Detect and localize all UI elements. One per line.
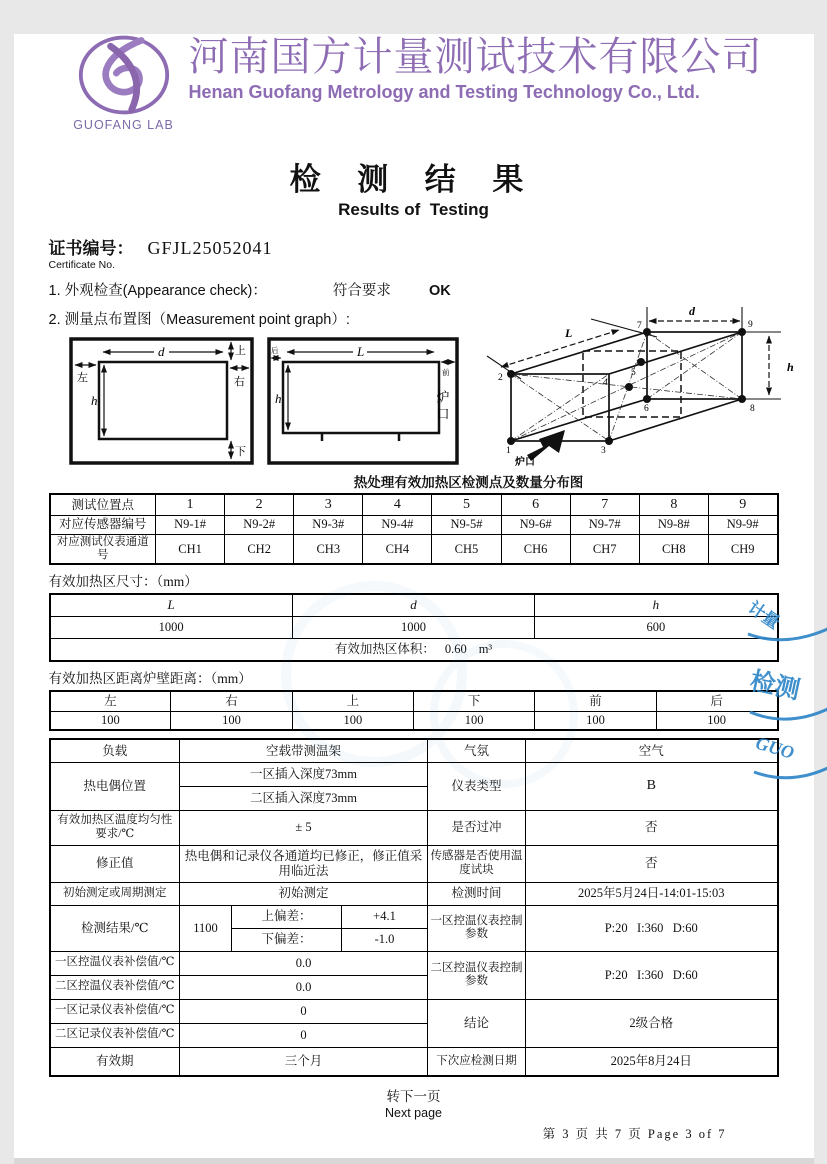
- test-conditions-results-table: [49, 738, 779, 1077]
- table-row: [50, 711, 778, 730]
- validity-value-cell: 三个月: [180, 1047, 428, 1076]
- initial-or-periodic-label-cell: 初始测定或周期测定: [50, 882, 180, 905]
- sensor-cell: N9-5#: [432, 515, 501, 534]
- point-label: 9: [748, 320, 753, 330]
- size-header-h: h: [535, 594, 778, 616]
- diagram-caption: 热处理有效加热区检测点及数量分布图: [49, 471, 779, 491]
- stamp-fragment-1: 计量: [744, 597, 783, 633]
- volume-cell: [50, 638, 778, 661]
- pos-cell: 8: [639, 494, 708, 515]
- volume-value: 0.60: [445, 642, 467, 656]
- appearance-check-result-en: OK: [429, 283, 451, 299]
- certificate-number-value: GFJL25052041: [148, 238, 273, 258]
- furnace-mouth-3d-label: 炉口: [514, 455, 535, 468]
- appearance-check-result-cn: 符合要求: [333, 283, 391, 299]
- point-label: 6: [644, 404, 649, 414]
- dim-L-label: L: [356, 344, 364, 359]
- next-test-date-label-cell: 下次应检测日期: [428, 1047, 526, 1076]
- table-row: [50, 762, 778, 786]
- point-label: 5: [631, 368, 636, 378]
- table-row: [50, 638, 778, 661]
- test-time-value-cell: 2025年5月24日-14:01-15:03: [526, 882, 778, 905]
- size-value-L: 1000: [50, 616, 293, 638]
- point-label: 3: [601, 446, 606, 456]
- uniformity-value-cell: ± 5: [180, 810, 428, 845]
- table-row: [50, 534, 778, 564]
- report-title-cn: 检 测 结 果: [14, 154, 814, 199]
- channel-cell: CH4: [363, 534, 432, 564]
- result-temp-cell: 1100: [180, 905, 232, 951]
- channel-cell: CH8: [639, 534, 708, 564]
- rec2-comp-value-cell: 0: [180, 1023, 428, 1047]
- front-view-diagram: [69, 337, 254, 465]
- zone2-comp-value-cell: 0.0: [180, 975, 428, 999]
- size-value-d: 1000: [292, 616, 535, 638]
- point-label: 1: [506, 446, 511, 456]
- side-view-diagram: [267, 337, 459, 465]
- sensor-cell: N9-8#: [639, 515, 708, 534]
- sensor-cell: N9-2#: [225, 515, 294, 534]
- logo-caption: GUOFANG LAB: [73, 118, 174, 132]
- furnace-mouth-label: 炉口: [434, 389, 449, 424]
- channel-cell: CH2: [225, 534, 294, 564]
- rec2-comp-label-cell: 二区记录仪表补偿值/℃: [50, 1023, 180, 1047]
- zone2-depth-cell: 二区插入深度73mm: [180, 786, 428, 810]
- dim-up-label: 上: [235, 343, 246, 357]
- upper-deviation-value-cell: +4.1: [342, 905, 428, 928]
- pos-cell: 6: [501, 494, 570, 515]
- test-positions-table: [49, 493, 779, 565]
- table-row: [50, 999, 778, 1023]
- measurement-graph-line: 2. 测量点布置图（Measurement point graph）:: [49, 308, 779, 329]
- certificate-number-label-en: Certificate No.: [49, 259, 779, 271]
- next-page-en: Next page: [49, 1106, 779, 1120]
- dist-header: 前: [535, 691, 656, 711]
- zone1-pid-value-cell: P:20 I:360 D:60: [526, 905, 778, 951]
- certificate-number-label: 证书编号：: [49, 239, 134, 258]
- dist-value: 100: [171, 711, 292, 730]
- scan-edge-shadow: [14, 1158, 814, 1164]
- meter-type-label-cell: 仪表类型: [428, 762, 526, 810]
- distance-section-title: 有效加热区距离炉壁距离：（mm）: [49, 667, 779, 687]
- measurement-point-diagrams: [49, 333, 779, 469]
- test-time-label-cell: 检测时间: [428, 882, 526, 905]
- lower-deviation-label-cell: 下偏差：: [232, 928, 342, 951]
- dim-left-label: 左: [77, 371, 88, 384]
- size-header-d: d: [292, 594, 535, 616]
- volume-label: 有效加热区体积：: [335, 642, 435, 656]
- report-body: [14, 234, 814, 1142]
- conclusion-label-cell: 结论: [428, 999, 526, 1047]
- upper-deviation-label-cell: 上偏差：: [232, 905, 342, 928]
- meter-type-value-cell: B: [526, 762, 778, 810]
- atmosphere-label-cell: 气氛: [428, 739, 526, 762]
- result-label-cell: 检测结果/℃: [50, 905, 180, 951]
- dim-back-label: 后: [271, 345, 279, 355]
- point-label: 2: [498, 373, 503, 383]
- dist-value: 100: [535, 711, 656, 730]
- dim-front-label: 前: [442, 367, 450, 377]
- 3d-measurement-points-diagram: [479, 299, 814, 471]
- table-row: [50, 494, 778, 515]
- zone1-comp-label-cell: 一区控温仪表补偿值/℃: [50, 951, 180, 975]
- size-header-L: L: [50, 594, 293, 616]
- initial-or-periodic-value-cell: 初始测定: [180, 882, 428, 905]
- pos-cell: 5: [432, 494, 501, 515]
- certificate-number-line: [49, 234, 779, 259]
- size-value-h: 600: [535, 616, 778, 638]
- table-row: [50, 1047, 778, 1076]
- zone2-pid-value-cell: P:20 I:360 D:60: [526, 951, 778, 999]
- pos-cell: 2: [225, 494, 294, 515]
- table-row: [50, 515, 778, 534]
- point-label: 7: [637, 321, 642, 331]
- overshoot-value-cell: 否: [526, 810, 778, 845]
- table-row: [50, 691, 778, 711]
- sensor-cell: N9-6#: [501, 515, 570, 534]
- conclusion-value-cell: 2级合格: [526, 999, 778, 1047]
- overshoot-label-cell: 是否过冲: [428, 810, 526, 845]
- rec1-comp-label-cell: 一区记录仪表补偿值/℃: [50, 999, 180, 1023]
- dist-value: 100: [656, 711, 777, 730]
- zone2-comp-label-cell: 二区控温仪表补偿值/℃: [50, 975, 180, 999]
- zone1-depth-cell: 一区插入深度73mm: [180, 762, 428, 786]
- channel-cell: CH6: [501, 534, 570, 564]
- company-names: [189, 34, 763, 103]
- zone1-comp-value-cell: 0.0: [180, 951, 428, 975]
- dim-d-label: d: [158, 344, 165, 359]
- pos-cell: 4: [363, 494, 432, 515]
- next-page-note: [49, 1085, 779, 1120]
- uniformity-label-cell: 有效加热区温度均匀性要求/℃: [50, 810, 180, 845]
- load-value-cell: 空载带测温架: [180, 739, 428, 762]
- appearance-check-line: [49, 279, 779, 300]
- table-row: [50, 739, 778, 762]
- table-row: [50, 845, 778, 882]
- sensor-cell: N9-9#: [708, 515, 777, 534]
- zone1-pid-label-cell: 一区控温仪表控制参数: [428, 905, 526, 951]
- company-name-cn: 河南国方计量测试技术有限公司: [189, 34, 763, 80]
- stamp-fragment-2: 检测: [747, 667, 802, 705]
- table-row: [50, 616, 778, 638]
- pos-cell: 3: [294, 494, 363, 515]
- appearance-check-label: 1. 外观检查(Appearance check)：: [49, 283, 267, 299]
- next-test-date-value-cell: 2025年8月24日: [526, 1047, 778, 1076]
- zone2-pid-label-cell: 二区控温仪表控制参数: [428, 951, 526, 999]
- channel-cell: CH9: [708, 534, 777, 564]
- table-row: [50, 810, 778, 845]
- letterhead: [14, 34, 814, 132]
- sensor-block-value-cell: 否: [526, 845, 778, 882]
- sensor-cell: N9-4#: [363, 515, 432, 534]
- dist-header: 左: [50, 691, 171, 711]
- channel-cell: CH1: [156, 534, 225, 564]
- point-label: 8: [750, 404, 755, 414]
- channels-row-label: 对应测试仪表通道号: [50, 534, 156, 564]
- logo-block: [65, 34, 183, 132]
- table-row: [50, 594, 778, 616]
- load-label-cell: 负载: [50, 739, 180, 762]
- sensor-cell: N9-7#: [570, 515, 639, 534]
- stamp-fragment-3: GUO: [753, 733, 796, 763]
- size-section-title: 有效加热区尺寸：（mm）: [49, 570, 779, 590]
- dist-value: 100: [50, 711, 171, 730]
- point-label: 4: [603, 378, 608, 388]
- correction-label-cell: 修正值: [50, 845, 180, 882]
- lower-deviation-value-cell: -1.0: [342, 928, 428, 951]
- dim3-d-label: d: [689, 304, 696, 318]
- dim-down-label: 下: [235, 445, 246, 458]
- dim3-L-label: L: [564, 326, 572, 340]
- sensor-block-label-cell: 传感器是否使用温度试块: [428, 845, 526, 882]
- pos-cell: 9: [708, 494, 777, 515]
- dist-header: 下: [413, 691, 534, 711]
- heating-zone-size-table: [49, 593, 779, 662]
- company-name-en: Henan Guofang Metrology and Testing Technology Co., Ltd.: [189, 82, 763, 103]
- guofang-logo-icon: [76, 34, 172, 116]
- thermocouple-position-label-cell: 热电偶位置: [50, 762, 180, 810]
- pos-cell: 7: [570, 494, 639, 515]
- atmosphere-value-cell: 空气: [526, 739, 778, 762]
- table-row: [50, 882, 778, 905]
- dist-header: 上: [292, 691, 413, 711]
- channel-cell: CH5: [432, 534, 501, 564]
- channel-cell: CH7: [570, 534, 639, 564]
- dist-value: 100: [413, 711, 534, 730]
- channel-cell: CH3: [294, 534, 363, 564]
- sensor-cell: N9-1#: [156, 515, 225, 534]
- blue-seal-stamp: [746, 582, 827, 792]
- validity-label-cell: 有效期: [50, 1047, 180, 1076]
- test-report-page: [14, 34, 814, 1164]
- dist-header: 右: [171, 691, 292, 711]
- next-page-cn: 转下一页: [49, 1085, 779, 1105]
- dim-right-label: 右: [234, 375, 245, 388]
- rec1-comp-value-cell: 0: [180, 999, 428, 1023]
- positions-row-label: 测试位置点: [50, 494, 156, 515]
- dist-value: 100: [292, 711, 413, 730]
- dim3-h-label: h: [787, 360, 794, 374]
- dim-h-label: h: [91, 393, 98, 408]
- wall-distance-table: [49, 690, 779, 731]
- volume-unit: m³: [479, 642, 492, 656]
- sensors-row-label: 对应传感器编号: [50, 515, 156, 534]
- page-number: 第 3 页 共 7 页 Page 3 of 7: [49, 1124, 779, 1142]
- pos-cell: 1: [156, 494, 225, 515]
- dist-header: 后: [656, 691, 777, 711]
- table-row: [50, 905, 778, 928]
- table-row: [50, 951, 778, 975]
- correction-value-cell: 热电偶和记录仪各通道均已修正，修正值采用临近法: [180, 845, 428, 882]
- dim-h2-label: h: [275, 391, 282, 406]
- report-title-en: Results of Testing: [14, 200, 814, 220]
- sensor-cell: N9-3#: [294, 515, 363, 534]
